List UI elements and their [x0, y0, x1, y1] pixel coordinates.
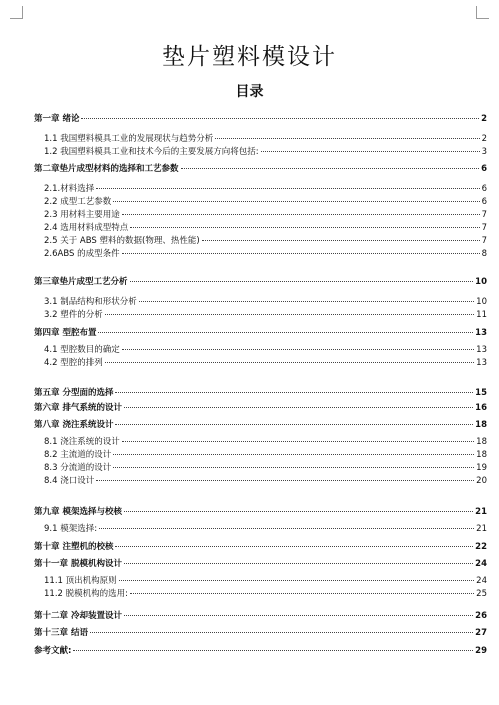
toc-page-number: 11 [476, 310, 487, 320]
toc-entry-label: 2.5 关于 ABS 塑料的数据(物理、热性能) [44, 236, 200, 246]
toc-section-entry[interactable] [34, 221, 487, 233]
toc-page-number: 6 [481, 197, 487, 207]
toc-page-number: 24 [475, 559, 487, 569]
toc-dot-leader [73, 650, 473, 651]
toc-dot-leader [181, 168, 480, 169]
toc-section-entry[interactable] [34, 234, 487, 246]
toc-dot-leader [122, 214, 480, 215]
toc-entry-label: 第三章垫片成型工艺分析 [34, 277, 128, 287]
toc-dot-leader [124, 407, 473, 408]
toc-entry-label: 8.4 浇口设计 [44, 476, 95, 486]
toc-dot-leader [130, 227, 479, 228]
toc-dot-leader [130, 281, 474, 282]
toc-dot-leader [261, 151, 480, 152]
toc-chapter-entry[interactable] [34, 275, 487, 287]
toc-page-number: 18 [476, 450, 487, 460]
toc-page-number: 13 [475, 328, 487, 338]
toc-page-number: 10 [476, 297, 487, 307]
toc-entry-label: 第十一章 脱模机构设计 [34, 559, 122, 569]
toc-entry-label: 第二章垫片成型材料的选择和工艺参数 [34, 164, 179, 174]
toc-page-number: 16 [475, 403, 487, 413]
toc-dot-leader [122, 441, 474, 442]
toc-dot-leader [113, 467, 474, 468]
toc-chapter-entry[interactable] [34, 540, 487, 552]
toc-section-entry[interactable] [34, 474, 487, 486]
toc-dot-leader [105, 362, 474, 363]
toc-page-number: 22 [475, 542, 487, 552]
toc-dot-leader [202, 240, 480, 241]
toc-dot-leader [130, 593, 474, 594]
toc-page-number: 25 [476, 589, 487, 599]
toc-page-number: 21 [476, 524, 487, 534]
toc-page-number: 2 [481, 134, 487, 144]
toc-page-number: 18 [476, 437, 487, 447]
toc-page-number: 3 [481, 147, 487, 157]
toc-page-number: 21 [475, 507, 487, 517]
toc-page-number: 10 [475, 277, 487, 287]
toc-entry-label: 8.2 主流道的设计 [44, 450, 112, 460]
toc-dot-leader [81, 118, 479, 119]
toc-chapter-entry[interactable] [34, 418, 487, 430]
toc-page-number: 18 [475, 420, 487, 430]
toc-page-number: 27 [475, 628, 487, 638]
toc-page-number: 6 [481, 164, 487, 174]
toc-dot-leader [96, 188, 479, 189]
toc-entry-label: 9.1 模架选择: [44, 524, 98, 534]
toc-page-number: 2 [481, 114, 487, 124]
toc-section-entry[interactable] [34, 247, 487, 259]
toc-entry-label: 1.2 我国塑料模具工业和技术今后的主要发展方向将包括: [44, 147, 259, 157]
toc-page-number: 24 [476, 576, 487, 586]
toc-dot-leader [115, 546, 473, 547]
toc-dot-leader [124, 511, 473, 512]
toc-dot-leader [96, 480, 474, 481]
toc-dot-leader [124, 563, 473, 564]
toc-entry-label: 2.6ABS 的成型条件 [44, 249, 120, 259]
toc-page-number: 7 [481, 210, 487, 220]
toc-dot-leader [90, 632, 473, 633]
toc-chapter-entry[interactable] [34, 162, 487, 174]
toc-heading: 目录 [235, 84, 264, 100]
toc-dot-leader [99, 528, 474, 529]
toc-page-number: 13 [476, 358, 487, 368]
toc-entry-label: 参考文献: [34, 646, 72, 656]
toc-chapter-entry[interactable] [34, 626, 487, 638]
toc-entry-label: 第六章 排气系统的设计 [34, 403, 122, 413]
toc-entry-label: 1.1 我国塑料模具工业的发展现状与趋势分析 [44, 134, 214, 144]
toc-entry-label: 8.1 浇注系统的设计 [44, 437, 120, 447]
toc-dot-leader [122, 349, 474, 350]
toc-section-entry[interactable] [34, 343, 487, 355]
toc-entry-label: 第五章 分型面的选择 [34, 388, 114, 398]
toc-section-entry[interactable] [34, 574, 487, 586]
toc-entry-label: 3.1 制品结构和形状分析 [44, 297, 137, 307]
toc-entry-label: 2.3 用材料主要用途 [44, 210, 120, 220]
page-corner-mark-top-left [10, 6, 23, 19]
page-corner-mark-top-right [476, 6, 489, 19]
toc-chapter-entry[interactable] [34, 326, 487, 338]
toc-chapter-entry[interactable] [34, 112, 487, 124]
toc-page-number: 13 [476, 345, 487, 355]
toc-entry-label: 8.3 分流道的设计 [44, 463, 112, 473]
toc-dot-leader [115, 392, 473, 393]
toc-section-entry[interactable] [34, 461, 487, 473]
toc-chapter-entry[interactable] [34, 609, 487, 621]
toc-entry-label: 4.1 型腔数目的确定 [44, 345, 120, 355]
toc-page-number: 7 [481, 236, 487, 246]
toc-entry-label: 2.4 选用材料成型特点 [44, 223, 129, 233]
toc-chapter-entry[interactable] [34, 401, 487, 413]
toc-section-entry[interactable] [34, 435, 487, 447]
toc-section-entry[interactable] [34, 208, 487, 220]
toc-dot-leader [113, 454, 474, 455]
toc-entry-label: 第十二章 冷却装置设计 [34, 611, 122, 621]
toc-entry-label: 11.2 脱模机构的选用: [44, 589, 128, 599]
toc-section-entry[interactable] [34, 522, 487, 534]
toc-entry-label: 第十三章 结语 [34, 628, 88, 638]
toc-entry-label: 第九章 模架选择与校核 [34, 507, 122, 517]
toc-entry-label: 2.1.材料选择 [44, 184, 95, 194]
toc-entry-label: 3.2 塑件的分析 [44, 310, 103, 320]
toc-section-entry[interactable] [34, 308, 487, 320]
toc-entry-label: 2.2 成型工艺参数 [44, 197, 112, 207]
toc-dot-leader [215, 138, 479, 139]
toc-page-number: 8 [481, 249, 487, 259]
toc-dot-leader [105, 314, 474, 315]
toc-chapter-entry[interactable] [34, 644, 487, 656]
toc-section-entry[interactable] [34, 145, 487, 157]
toc-section-entry[interactable] [34, 195, 487, 207]
toc-chapter-entry[interactable] [34, 386, 487, 398]
toc-section-entry[interactable] [34, 448, 487, 460]
toc-entry-label: 第八章 浇注系统设计 [34, 420, 114, 430]
toc-section-entry[interactable] [34, 356, 487, 368]
toc-section-entry[interactable] [34, 132, 487, 144]
toc-section-entry[interactable] [34, 587, 487, 599]
toc-dot-leader [122, 253, 480, 254]
toc-page-number: 19 [476, 463, 487, 473]
toc-entry-label: 第一章 绪论 [34, 114, 80, 124]
toc-entry-label: 4.2 型腔的排列 [44, 358, 103, 368]
toc-dot-leader [124, 615, 473, 616]
toc-dot-leader [139, 301, 474, 302]
toc-page-number: 7 [481, 223, 487, 233]
toc-dot-leader [119, 580, 475, 581]
toc-chapter-entry[interactable] [34, 557, 487, 569]
toc-page-number: 6 [481, 184, 487, 194]
toc-section-entry[interactable] [34, 295, 487, 307]
toc-page-number: 26 [475, 611, 487, 621]
toc-page-number: 20 [476, 476, 487, 486]
toc-entry-label: 第十章 注塑机的校核 [34, 542, 114, 552]
toc-dot-leader [98, 332, 473, 333]
toc-entry-label: 11.1 顶出机构原则 [44, 576, 117, 586]
toc-chapter-entry[interactable] [34, 505, 487, 517]
toc-dot-leader [115, 424, 473, 425]
toc-entry-label: 第四章 型腔布置 [34, 328, 97, 338]
document-title: 垫片塑料模设计 [162, 44, 337, 70]
toc-page-number: 15 [475, 388, 487, 398]
toc-dot-leader [113, 201, 479, 202]
toc-section-entry[interactable] [34, 182, 487, 194]
toc-page-number: 29 [475, 646, 487, 656]
